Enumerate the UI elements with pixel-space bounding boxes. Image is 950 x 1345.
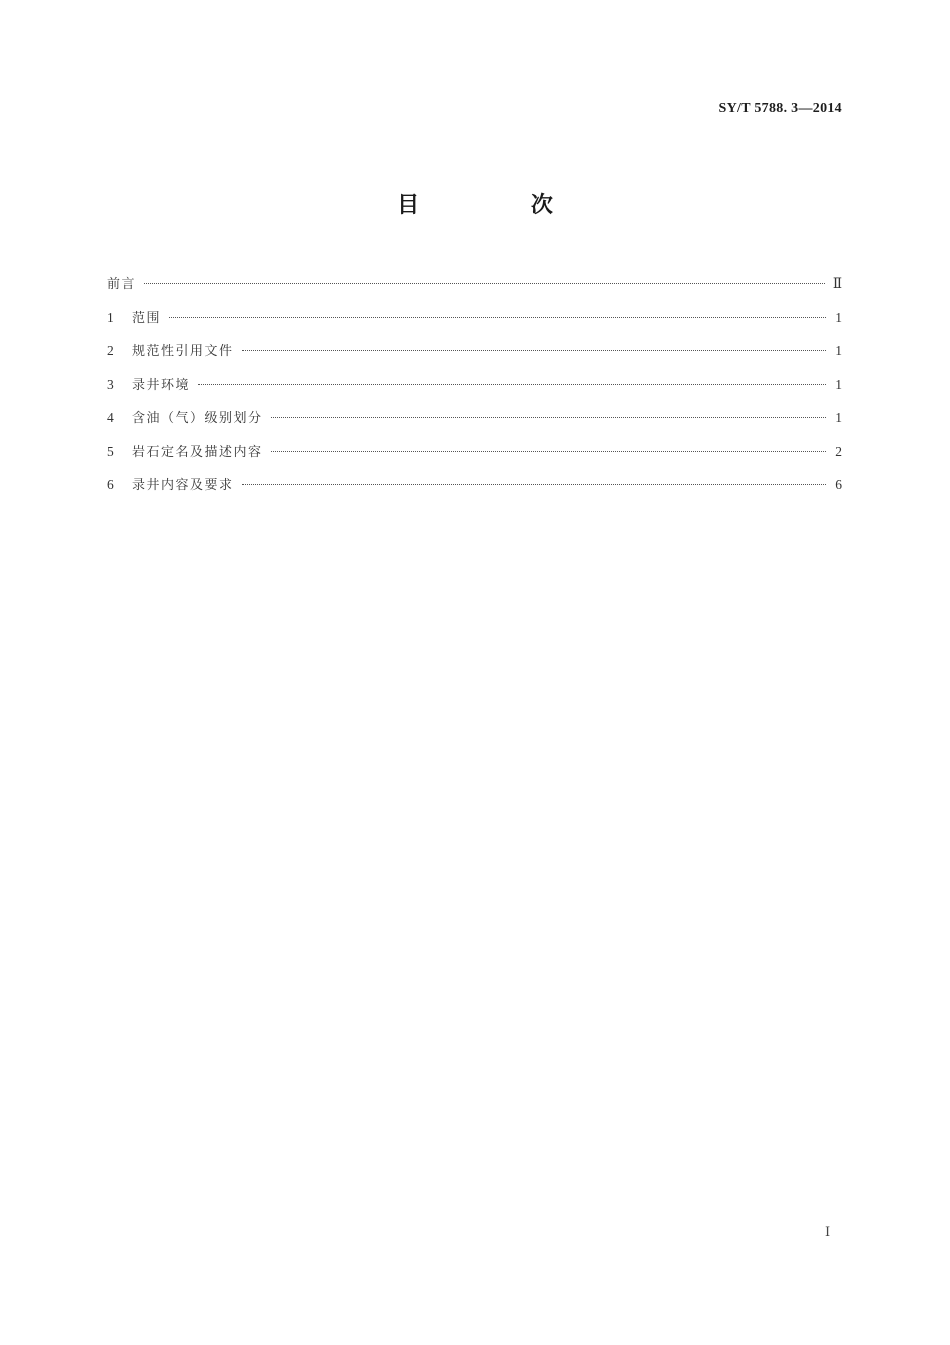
toc-entry-label: 录井内容及要求 [132, 478, 234, 493]
toc-entry-number: 6 [107, 477, 114, 492]
standard-code: SY/T 5788. 3—2014 [718, 101, 842, 116]
toc-entry-6[interactable] [107, 474, 842, 508]
page-title: 目 次 [397, 193, 605, 218]
toc-entry-1[interactable] [107, 307, 842, 341]
toc-dot-leader [144, 283, 825, 284]
toc-entry-label: 录井环境 [132, 377, 191, 393]
toc-entry-number: 3 [107, 376, 114, 392]
toc-entry-label: 前言 [107, 277, 137, 292]
toc-entry-label: 含油（气）级别划分 [132, 411, 263, 426]
toc-entry-page: Ⅱ [832, 276, 842, 291]
toc-dot-leader [198, 384, 826, 385]
toc-entry-page: 1 [835, 309, 842, 325]
toc-entry-page: 1 [835, 376, 842, 392]
toc-entry-3[interactable] [107, 374, 842, 408]
toc-entry-page: 1 [835, 343, 842, 358]
toc-entry-page: 1 [835, 410, 842, 425]
toc-entry-4[interactable] [107, 407, 842, 441]
toc-dot-leader [271, 417, 826, 418]
toc-entry-label: 岩石定名及描述内容 [132, 444, 263, 460]
toc-entry-number: 1 [107, 309, 114, 325]
toc-entry-number: 4 [107, 410, 114, 425]
toc-entry-5[interactable] [107, 441, 842, 475]
toc-entry-number: 5 [107, 443, 114, 459]
toc-dot-leader [169, 317, 826, 318]
toc-entry-label: 范围 [132, 310, 162, 326]
toc-dot-leader [242, 350, 826, 351]
toc-dot-leader [271, 451, 826, 452]
toc-entry-2[interactable] [107, 340, 842, 374]
table-of-contents [107, 273, 842, 508]
page-number: Ⅰ [825, 1224, 831, 1239]
toc-entry-page: 2 [835, 443, 842, 459]
toc-entry-label: 规范性引用文件 [132, 344, 234, 359]
toc-entry-page: 6 [835, 477, 842, 492]
toc-entry-number: 2 [107, 343, 114, 358]
toc-dot-leader [242, 484, 826, 485]
toc-entry-foreword[interactable] [107, 273, 842, 307]
